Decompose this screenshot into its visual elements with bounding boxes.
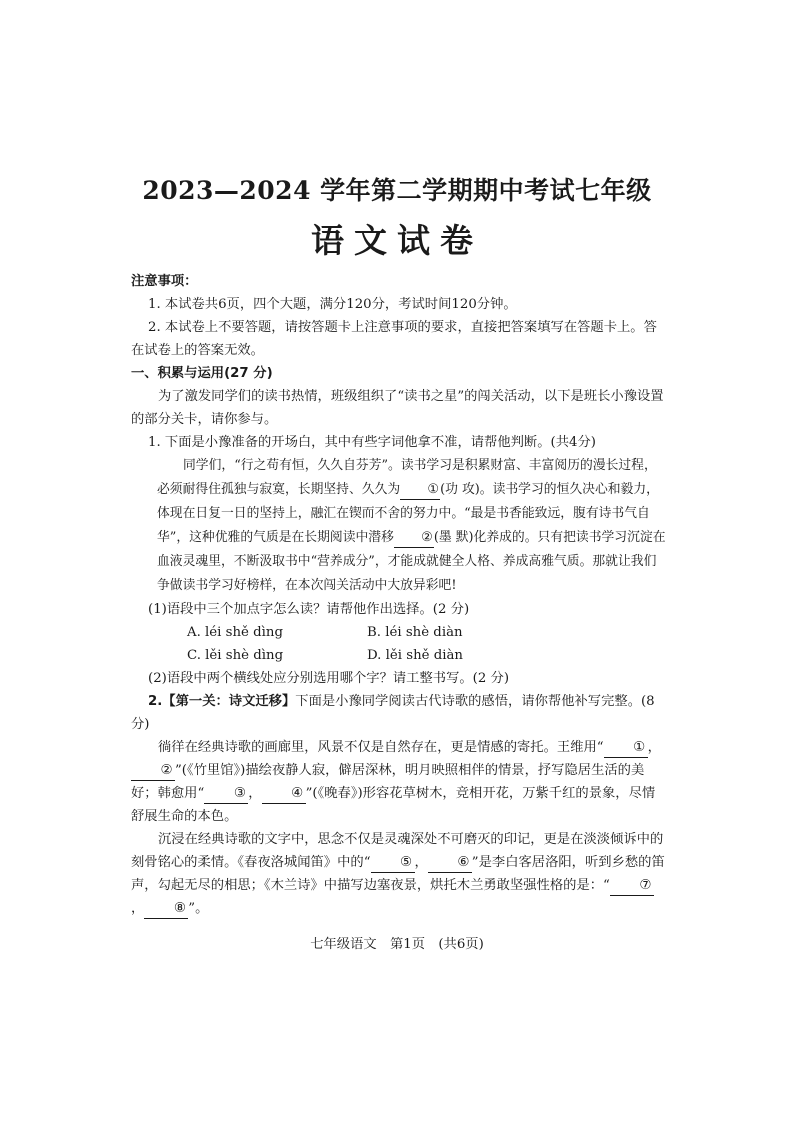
question-1-sub-1: (1)语段中三个加点字怎么读？请帮他作出选择。(2 分) (148, 602, 470, 617)
opening-speech-passage (157, 454, 667, 598)
para1-text-5: ”(《晚春》)形容花草树木，竞相开花，万紫千红的景象，尽情舒展生命的本色。 (131, 786, 656, 824)
blank-1: ① (400, 481, 440, 500)
para1-text-1: 徜徉在经典诗歌的画廊里，风景不仅是自然存在，更是情感的寄托。王维用“ (158, 740, 604, 755)
question-1-sub-2: (2)语段中两个横线处应分别选用哪个字？请工整书写。(2 分) (148, 671, 510, 686)
exam-title: 2023—2024 学年第二学期期中考试七年级 (142, 176, 652, 205)
pinyin-options (160, 621, 667, 667)
para2-text-4: ， (131, 901, 145, 916)
exam-subject-title: 语文试卷 (311, 221, 483, 260)
question-1-stem: 1. 下面是小豫准备的开场白，其中有些字词他拿不准，请帮他判断。(共4分) (148, 435, 596, 450)
question-2-stem (131, 690, 667, 736)
exam-body (131, 270, 667, 920)
blank-p4: ④ (262, 785, 306, 804)
blank-p8: ⑧ (144, 900, 188, 919)
para2-text-3: ”是李白客居洛阳，听到乡愁的笛声，勾起无尽的相思；《木兰诗》中描写边塞夜景，烘托木兰勇敢坚强性格的是：“ (131, 855, 665, 893)
blank-p5: ⑤ (371, 854, 415, 873)
para1-text-4: ， (248, 786, 262, 801)
poem-paragraph-1 (131, 736, 667, 828)
para1-text-3: ”(《竹里馆》)描绘夜静人寂，僻居深林，明月映照相伴的情景，抒写隐居生活的美好；韩愈用“ (131, 763, 645, 801)
section-1-heading: 一、积累与运用(27 分) (131, 366, 273, 381)
question-2-text: 下面是小豫同学阅读古代诗歌的感悟，请你帮他补写完整。(8分) (131, 694, 655, 732)
section-1-intro: 为了激发同学们的读书热情，班级组织了“读书之星”的闯关活动，以下是班长小豫设置的部分关卡，请你参与。 (131, 389, 664, 427)
blank-p7: ⑦ (610, 877, 654, 896)
para2-text-1: 沉浸在经典诗歌的文字中，思念不仅是灵魂深处不可磨灭的印记，更是在淡淡倾诉中的刻骨铭心的柔情。《春夜洛城闻笛》中的“ (131, 832, 664, 870)
notes-heading: 注意事项： (131, 274, 198, 289)
blank-p3: ③ (204, 785, 248, 804)
option-a: A. léi shě dìng (187, 625, 283, 640)
passage-text-c: (墨 默)化养成的。只有把读书学习沉淀在血液灵魂里，不断汲取书中“营养成分”，才能成就健全人格、养成高雅气质。那就让我们争做读书学习好榜样，在本次闯关活动中大放异彩吧! (157, 530, 666, 593)
para2-text-5: ”。 (188, 901, 209, 916)
para1-text-2: ， (647, 740, 661, 755)
passage-text-a: 同学们，“行之苟有恒，久久自芬芳”。读书学习是积累财富、丰富阅历的漫长过程，必须耐得住孤独与寂寞，长期坚持、久久为 (157, 458, 657, 497)
para2-text-2: ， (414, 855, 428, 870)
passage-text-b: (功 攻)。读书学习的恒久决心和毅力，体现在日复一日的坚持上，融汇在锲而不舍的努力中。“最是书香能致远，腹有诗书气自华”，这种优雅的气质是在长期阅读中潜移 (157, 482, 659, 545)
notes-item-1: 1. 本试卷共6页，四个大题，满分120分，考试时间120分钟。 (148, 297, 517, 312)
page-footer: 七年级语文 第1页 (共6页) (310, 937, 484, 952)
blank-2: ② (394, 529, 434, 548)
blank-p6: ⑥ (428, 854, 472, 873)
question-2-level-label: 2.【第一关：诗文迁移】 (148, 694, 296, 709)
notes-item-2: 2. 本试卷上不要答题，请按答题卡上注意事项的要求，直接把答案填写在答题卡上。答在试卷上的答案无效。 (131, 320, 657, 358)
option-b: B. léi shè diàn (367, 625, 463, 640)
poem-paragraph-2 (131, 828, 667, 920)
blank-p2: ② (131, 762, 175, 781)
option-c: C. lěi shè dìng (187, 648, 284, 663)
option-d: D. lěi shě diàn (367, 648, 463, 663)
blank-p1: ① (604, 739, 648, 758)
